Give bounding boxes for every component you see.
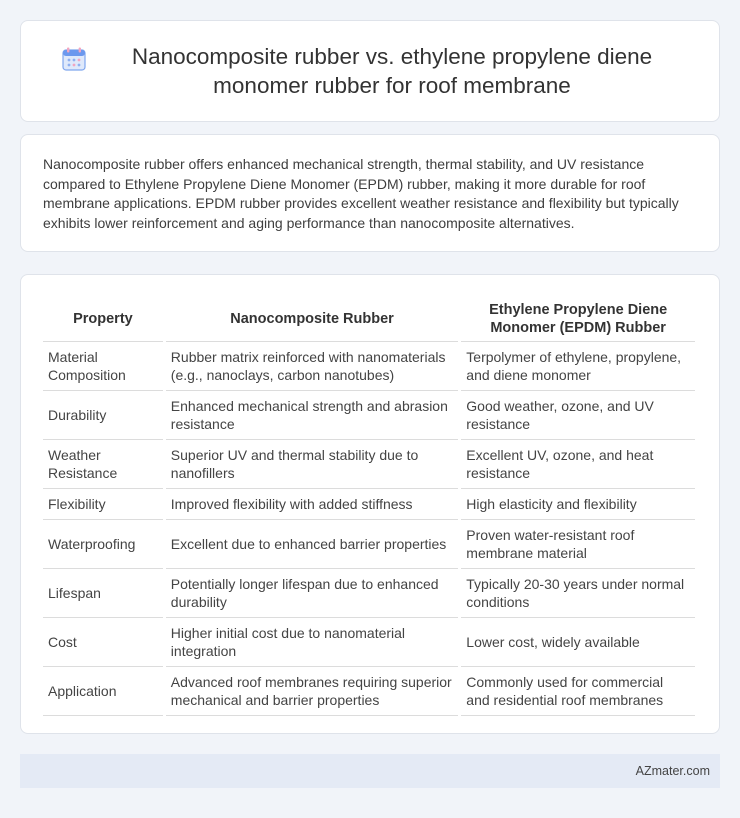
cell-epdm: Good weather, ozone, and UV resistance — [461, 391, 695, 440]
table-row — [43, 391, 695, 440]
cell-epdm: Typically 20-30 years under normal conditions — [461, 569, 695, 618]
cell-property: Flexibility — [43, 489, 163, 520]
cell-nanocomposite: Superior UV and thermal stability due to nanofillers — [166, 440, 458, 489]
cell-property: Durability — [43, 391, 163, 440]
cell-property: Lifespan — [43, 569, 163, 618]
cell-epdm: High elasticity and flexibility — [461, 489, 695, 520]
cell-nanocomposite: Potentially longer lifespan due to enhanced durability — [166, 569, 458, 618]
table-row — [43, 667, 695, 716]
table-row — [43, 618, 695, 667]
comparison-table-card — [20, 274, 720, 734]
calendar-icon — [61, 46, 87, 72]
table-row — [43, 489, 695, 520]
cell-property: Cost — [43, 618, 163, 667]
table-row — [43, 569, 695, 618]
cell-property: Application — [43, 667, 163, 716]
summary-card — [20, 134, 720, 252]
page-title: Nanocomposite rubber vs. ethylene propylene diene monomer rubber for roof membrane — [131, 44, 653, 98]
summary-text: Nanocomposite rubber offers enhanced mechanical strength, thermal stability, and UV resistance compared to Ethylene Propylene Diene Monomer (EPDM) rubber, making it more durable for roof membrane applications. EPDM rubber provides excellent weather resistance and flexibility but typically exhibits lower reinforcement and aging performance than nanocomposite alternatives. — [43, 156, 679, 231]
comparison-table — [40, 295, 698, 716]
cell-nanocomposite: Improved flexibility with added stiffness — [166, 489, 458, 520]
footer-brand[interactable]: AZmater.com — [635, 764, 710, 778]
cell-nanocomposite: Higher initial cost due to nanomaterial integration — [166, 618, 458, 667]
table-row — [43, 520, 695, 569]
title-card — [20, 20, 720, 122]
cell-nanocomposite: Excellent due to enhanced barrier properties — [166, 520, 458, 569]
cell-epdm: Terpolymer of ethylene, propylene, and diene monomer — [461, 342, 695, 391]
cell-property: Weather Resistance — [43, 440, 163, 489]
cell-epdm: Lower cost, widely available — [461, 618, 695, 667]
table-row — [43, 342, 695, 391]
header-epdm: Ethylene Propylene Diene Monomer (EPDM) Rubber — [461, 295, 695, 342]
cell-property: Material Composition — [43, 342, 163, 391]
footer — [20, 754, 720, 788]
table-header-row — [43, 295, 695, 342]
cell-epdm: Commonly used for commercial and residential roof membranes — [461, 667, 695, 716]
cell-property: Waterproofing — [43, 520, 163, 569]
cell-nanocomposite: Advanced roof membranes requiring superior mechanical and barrier properties — [166, 667, 458, 716]
cell-nanocomposite: Enhanced mechanical strength and abrasion resistance — [166, 391, 458, 440]
table-row — [43, 440, 695, 489]
header-nanocomposite: Nanocomposite Rubber — [166, 295, 458, 342]
header-property: Property — [43, 295, 163, 342]
cell-nanocomposite: Rubber matrix reinforced with nanomaterials (e.g., nanoclays, carbon nanotubes) — [166, 342, 458, 391]
cell-epdm: Excellent UV, ozone, and heat resistance — [461, 440, 695, 489]
cell-epdm: Proven water-resistant roof membrane material — [461, 520, 695, 569]
